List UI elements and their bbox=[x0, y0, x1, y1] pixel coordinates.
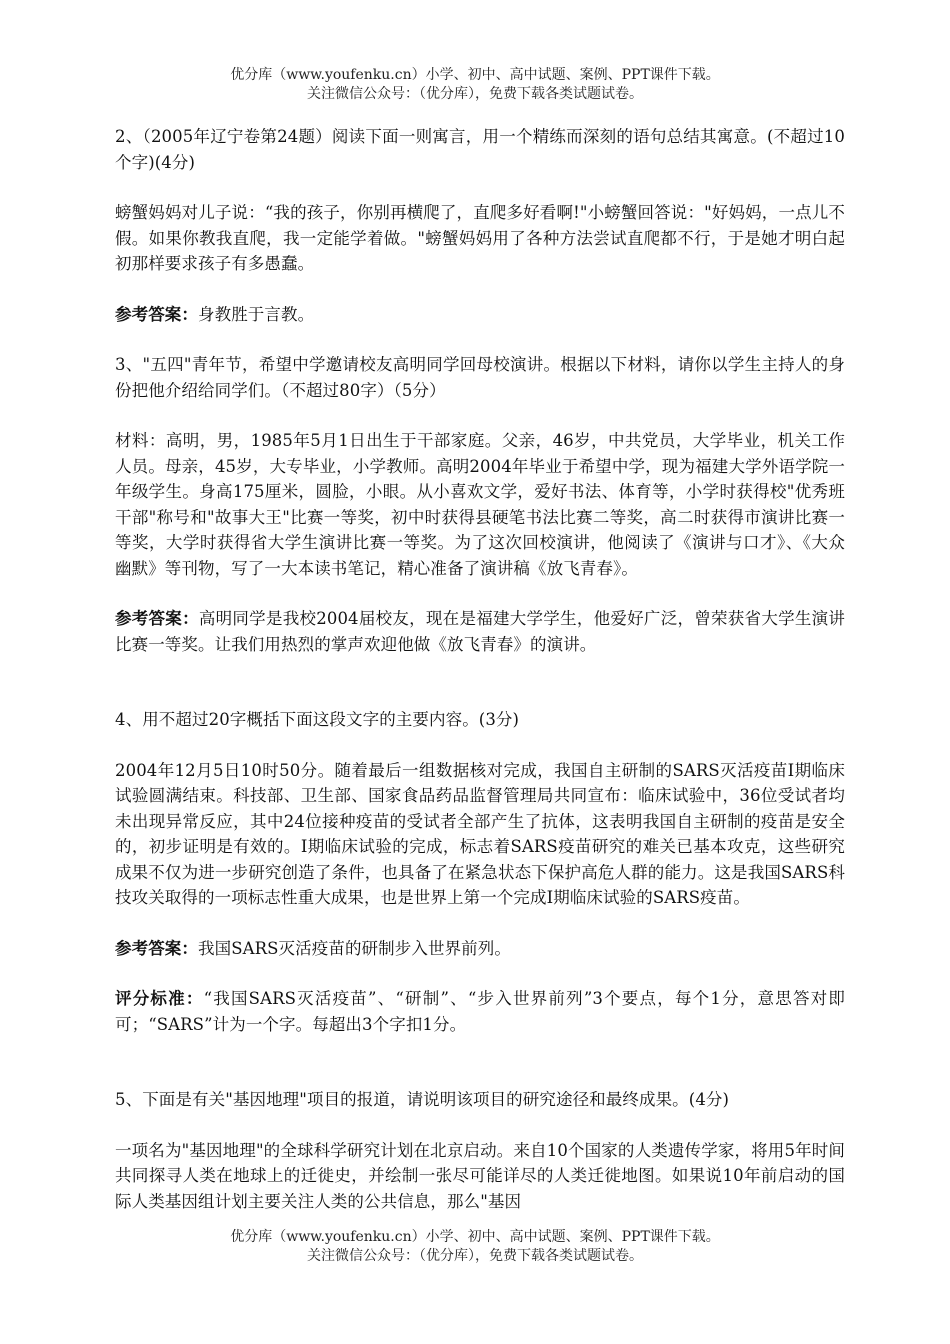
answer-label: 参考答案： bbox=[115, 304, 198, 324]
answer-text: 身教胜于言教。 bbox=[198, 304, 315, 324]
answer-label: 参考答案： bbox=[115, 609, 199, 628]
document-body bbox=[115, 124, 845, 1239]
question-4-answer bbox=[115, 936, 845, 962]
page-footer bbox=[0, 1228, 950, 1266]
page-header bbox=[0, 66, 950, 104]
question-3: 3、"五四"青年节，希望中学邀请校友高明同学回母校演讲。根据以下材料，请你以学生主持人的身份把他介绍给同学们。（不超过80字）（5分） bbox=[115, 355, 845, 400]
footer-line-1: 优分库（www.youfenku.cn）小学、初中、高中试题、案例、PPT课件下载。 bbox=[230, 1229, 720, 1245]
header-line-2: 关注微信公众号：（优分库），免费下载各类试题试卷。 bbox=[307, 86, 643, 102]
criteria-text: “我国SARS灭活疫苗”、“研制”、“步入世界前列”3个要点，每个1分，意思答对即可；“SARS”计为一个字。每超出3个字扣1分。 bbox=[115, 989, 845, 1034]
question-4: 4、用不超过20字概括下面这段文字的主要内容。(3分) bbox=[115, 710, 520, 729]
question-2-passage: 螃蟹妈妈对儿子说：“我的孩子，你别再横爬了，直爬多好看啊!"小螃蟹回答说："好妈妈，一点儿不假。如果你教我直爬，我一定能学着做。"螃蟹妈妈用了各种方法尝试直爬都不行，于是她才明白起初那样要求孩子有多愚蠢。 bbox=[115, 203, 845, 273]
answer-label: 参考答案： bbox=[115, 938, 198, 958]
question-4-criteria bbox=[115, 986, 845, 1037]
question-2: 2、（2005年辽宁卷第24题）阅读下面一则寓言，用一个精练而深刻的语句总结其寓意。(不超过10个字)(4分) bbox=[115, 127, 845, 172]
question-3-answer bbox=[115, 606, 845, 657]
question-4-passage: 2004年12月5日10时50分。随着最后一组数据核对完成，我国自主研制的SARS灭活疫苗Ⅰ期临床试验圆满结束。科技部、卫生部、国家食品药品监督管理局共同宣布：临床试验中，36位受试者均未出现异常反应，其中24位接种疫苗的受试者全部产生了抗体，这表明我国自主研制的疫苗是安全的，初步证明是有效的。Ⅰ期临床试验的完成，标志着SARS疫苗研究的难关已基本攻克，这些研究成果不仅为进一步研究创造了条件，也具备了在紧急状态下保护高危人群的能力。这是我国SARS科技攻关取得的一项标志性重大成果，也是世界上第一个完成Ⅰ期临床试验的SARS疫苗。 bbox=[115, 760, 845, 907]
question-2-answer bbox=[115, 302, 845, 328]
footer-line-2: 关注微信公众号：（优分库），免费下载各类试题试卷。 bbox=[307, 1248, 643, 1264]
answer-text: 高明同学是我校2004届校友，现在是福建大学学生，他爱好广泛，曾荣获省大学生演讲比赛一等奖。让我们用热烈的掌声欢迎他做《放飞青春》的演讲。 bbox=[115, 609, 845, 654]
question-5-passage: 一项名为"基因地理"的全球科学研究计划在北京启动。来自10个国家的人类遗传学家，将用5年时间共同探寻人类在地球上的迁徙史，并绘制一张尽可能详尽的人类迁徙地图。如果说10年前启动的国际人类基因组计划主要关注人类的公共信息，那么"基因 bbox=[115, 1140, 845, 1211]
question-3-material: 材料：高明，男，1985年5月1日出生于干部家庭。父亲，46岁，中共党员，大学毕业，机关工作人员。母亲，45岁，大专毕业，小学教师。高明2004年毕业于希望中学，现为福建大学外语学院一年级学生。身高175厘米，圆脸，小眼。从小喜欢文学，爱好书法、体育等，小学时获得校"优秀班干部"称号和"故事大王"比赛一等奖，初中时获得县硬笔书法比赛二等奖，高二时获得市演讲比赛一等奖，大学时获得省大学生演讲比赛一等奖。为了这次回校演讲，他阅读了《演讲与口才》、《大众幽默》等刊物，写了一大本读书笔记，精心准备了演讲稿《放飞青春》。 bbox=[115, 431, 845, 578]
answer-text: 我国SARS灭活疫苗的研制步入世界前列。 bbox=[198, 938, 511, 958]
criteria-label: 评分标准： bbox=[115, 989, 204, 1008]
header-line-1: 优分库（www.youfenku.cn）小学、初中、高中试题、案例、PPT课件下载。 bbox=[230, 67, 720, 83]
question-5: 5、下面是有关"基因地理"项目的报道，请说明该项目的研究途径和最终成果。(4分) bbox=[115, 1090, 730, 1109]
